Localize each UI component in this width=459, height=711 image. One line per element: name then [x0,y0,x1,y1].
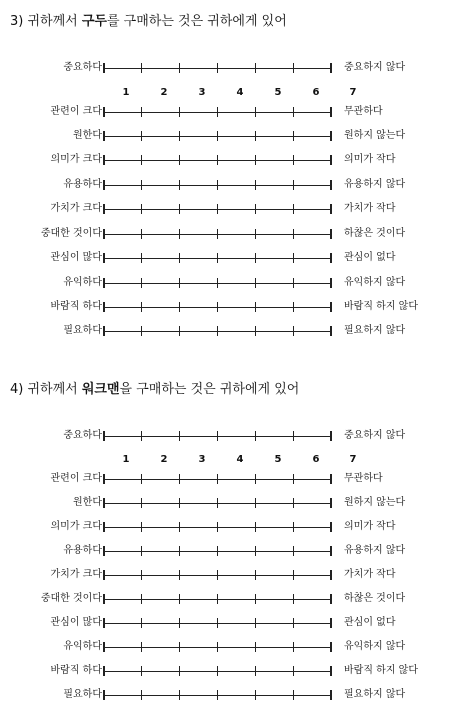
scale-label-left: 가치가 크다 [50,203,102,214]
scale-label-right: 원하지 않는다 [344,497,406,508]
title-pre: 귀하께서 [27,14,78,29]
scale-tick-7[interactable] [330,546,332,556]
scale-label-left: 관련이 크다 [50,106,102,117]
scale-label-right: 의미가 작다 [344,154,396,165]
scale-tick-5[interactable] [255,618,256,628]
scale-tick-6[interactable] [293,690,294,700]
scale-number: 2 [160,87,168,98]
scale-label-left: 유용하다 [63,179,102,190]
scale-row[interactable] [0,471,459,487]
scale-row[interactable] [0,639,459,655]
scale-tick-7[interactable] [330,690,332,700]
scale-tick-3[interactable] [179,522,180,532]
scale-row[interactable] [0,495,459,511]
scale-tick-5[interactable] [255,642,256,652]
scale-tick-1[interactable] [103,642,105,652]
scale-label-left: 의미가 크다 [50,154,102,165]
scale-tick-7[interactable] [330,431,332,441]
scale-label-right: 원하지 않는다 [344,130,406,141]
scale-label-left: 중요하다 [63,62,102,73]
scale-number: 7 [349,454,357,465]
scale-label-right: 유익하지 않다 [344,277,406,288]
scale-tick-7[interactable] [330,498,332,508]
scale-tick-5[interactable] [255,546,256,556]
scale-tick-7[interactable] [330,474,332,484]
scale-row[interactable] [0,567,459,583]
scale-tick-2[interactable] [141,570,142,580]
scale-label-right: 유용하지 않다 [344,179,406,190]
scale-number: 6 [312,87,320,98]
scale-row[interactable] [0,615,459,631]
scale-tick-4[interactable] [217,570,218,580]
scale-number: 3 [198,87,206,98]
scale-label-right: 무관하다 [344,106,383,117]
scale-tick-1[interactable] [103,474,105,484]
scale-number: 4 [236,87,244,98]
scale-tick-4[interactable] [217,690,218,700]
scale-label-right: 관심이 없다 [344,617,396,628]
scale-tick-7[interactable] [330,594,332,604]
scale-tick-2[interactable] [141,498,142,508]
product-name: 워크맨 [81,382,120,397]
scale-label-left: 유익하다 [63,641,102,652]
scale-label-right: 바람직 하지 않다 [344,665,418,676]
scale-tick-6[interactable] [293,570,294,580]
scale-tick-3[interactable] [179,618,180,628]
scale-label-left: 관심이 많다 [50,617,102,628]
scale-tick-3[interactable] [179,594,180,604]
scale-tick-3[interactable] [179,642,180,652]
scale-label-left: 관련이 크다 [50,473,102,484]
scale-tick-5[interactable] [255,474,256,484]
scale-label-left: 유용하다 [63,545,102,556]
scale-label-left: 바람직 하다 [50,301,102,312]
scale-label-right: 중요하지 않다 [344,430,406,441]
scale-tick-6[interactable] [293,498,294,508]
scale-tick-6[interactable] [293,546,294,556]
scale-label-left: 바람직 하다 [50,665,102,676]
title-post: 를 구매하는 것은 귀하에게 있어 [106,14,287,29]
scale-tick-4[interactable] [217,522,218,532]
scale-tick-2[interactable] [141,642,142,652]
scale-tick-4[interactable] [217,546,218,556]
scale-tick-3[interactable] [179,498,180,508]
scale-tick-2[interactable] [141,666,142,676]
title-post: 을 구매하는 것은 귀하에게 있어 [119,382,300,397]
scale-label-left: 관심이 많다 [50,252,102,263]
scale-label-left: 중요하다 [63,430,102,441]
scale-tick-1[interactable] [103,666,105,676]
scale-tick-5[interactable] [255,570,256,580]
scale-label-right: 가치가 작다 [344,203,396,214]
scale-label-right: 하찮은 것이다 [344,228,406,239]
scale-tick-5[interactable] [255,522,256,532]
scale-tick-2[interactable] [141,431,142,441]
scale-label-left: 원한다 [73,130,102,141]
scale-number: 2 [160,454,168,465]
scale-label-left: 중대한 것이다 [40,228,102,239]
scale-label-right: 의미가 작다 [344,521,396,532]
scale-label-right: 가치가 작다 [344,569,396,580]
scale-number: 5 [274,454,282,465]
scale-tick-5[interactable] [255,431,256,441]
scale-tick-2[interactable] [141,546,142,556]
scale-label-right: 관심이 없다 [344,252,396,263]
scale-tick-1[interactable] [103,618,105,628]
scale-number: 3 [198,454,206,465]
scale-tick-6[interactable] [293,522,294,532]
scale-label-left: 원한다 [73,497,102,508]
scale-tick-3[interactable] [179,546,180,556]
scale-tick-3[interactable] [179,666,180,676]
scale-tick-4[interactable] [217,474,218,484]
scale-row[interactable] [0,687,459,703]
scale-label-left: 중대한 것이다 [40,593,102,604]
scale-tick-7[interactable] [330,618,332,628]
scale-tick-6[interactable] [293,642,294,652]
scale-label-left: 필요하다 [63,325,102,336]
scale-tick-4[interactable] [217,431,218,441]
scale-tick-1[interactable] [103,594,105,604]
scale-tick-4[interactable] [217,498,218,508]
scale-tick-5[interactable] [255,498,256,508]
scale-row-top[interactable] [0,428,459,444]
scale-tick-2[interactable] [141,522,142,532]
product-name: 구두 [81,14,107,29]
scale-tick-1[interactable] [103,522,105,532]
scale-label-right: 유익하지 않다 [344,641,406,652]
scale-tick-2[interactable] [141,594,142,604]
scale-number: 1 [122,87,130,98]
scale-row[interactable] [0,591,459,607]
scale-tick-7[interactable] [330,570,332,580]
scale-tick-6[interactable] [293,594,294,604]
scale-label-left: 유익하다 [63,277,102,288]
scale-tick-1[interactable] [103,431,105,441]
scale-label-right: 무관하다 [344,473,383,484]
section-number: 4) [10,382,24,397]
scale-tick-3[interactable] [179,474,180,484]
scale-tick-1[interactable] [103,570,105,580]
scale-tick-1[interactable] [103,546,105,556]
scale-tick-3[interactable] [179,431,180,441]
scale-tick-7[interactable] [330,522,332,532]
scale-number: 4 [236,454,244,465]
scale-row[interactable] [0,519,459,535]
scale-tick-6[interactable] [293,474,294,484]
scale-label-right: 중요하지 않다 [344,62,406,73]
scale-label-right: 유용하지 않다 [344,545,406,556]
scale-tick-1[interactable] [103,498,105,508]
scale-tick-5[interactable] [255,594,256,604]
section-number: 3) [10,14,24,29]
section-title [10,378,299,397]
scale-tick-2[interactable] [141,690,142,700]
scale-label-left: 의미가 크다 [50,521,102,532]
scale-label-left: 필요하다 [63,689,102,700]
scale-tick-4[interactable] [217,666,218,676]
scale-tick-4[interactable] [217,618,218,628]
scale-tick-7[interactable] [330,666,332,676]
scale-row[interactable] [0,663,459,679]
scale-number: 6 [312,454,320,465]
scale-tick-5[interactable] [255,690,256,700]
scale-tick-6[interactable] [293,666,294,676]
scale-number: 1 [122,454,130,465]
scale-label-left: 가치가 크다 [50,569,102,580]
scale-number: 7 [349,87,357,98]
scale-label-right: 필요하지 않다 [344,325,406,336]
scale-label-right: 필요하지 않다 [344,689,406,700]
scale-tick-1[interactable] [103,690,105,700]
scale-row[interactable] [0,543,459,559]
scale-tick-5[interactable] [255,666,256,676]
scale-tick-6[interactable] [293,618,294,628]
scale-label-right: 하찮은 것이다 [344,593,406,604]
scale-tick-3[interactable] [179,690,180,700]
scale-tick-4[interactable] [217,642,218,652]
scale-label-right: 바람직 하지 않다 [344,301,418,312]
scale-number: 5 [274,87,282,98]
scale-tick-2[interactable] [141,474,142,484]
scale-tick-4[interactable] [217,594,218,604]
scale-tick-2[interactable] [141,618,142,628]
scale-tick-6[interactable] [293,431,294,441]
scale-tick-7[interactable] [330,642,332,652]
title-pre: 귀하께서 [27,382,78,397]
scale-tick-3[interactable] [179,570,180,580]
scale-numbers [0,453,459,467]
